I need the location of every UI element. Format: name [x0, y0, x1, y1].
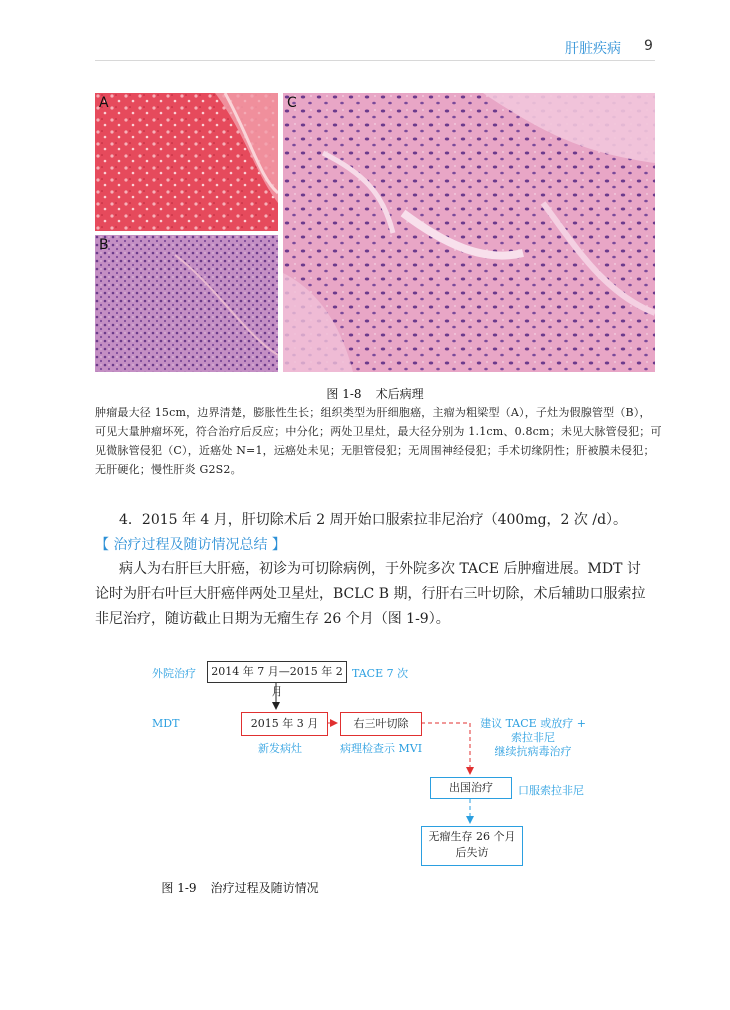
summary-line: 非尼治疗，随访截止日期为无瘤生存 26 个月（图 1-9）。: [95, 611, 450, 627]
box-right-trisection: 右三叶切除: [340, 712, 422, 736]
suggestion-line: 索拉非尼: [511, 731, 555, 744]
description-line: 肿瘤最大径 15cm，边界清楚，膨胀性生长；组织类型为肝细胞癌，主瘤为粗梁型（A），子灶为假腺管型（B），: [95, 406, 651, 419]
survival-line: 无瘤生存 26 个月: [428, 830, 516, 843]
note-mvi: 病理检查示 MVI: [340, 742, 423, 755]
description-line: 可见大量肿瘤坏死，符合治疗后反应；中分化；两处卫星灶，最大径分别为 1.1cm、0.8cm；未见大脉管侵犯；可: [95, 425, 662, 438]
label-outside-treatment: 外院治疗: [152, 667, 196, 680]
box-2015-3: 2015 年 3 月: [241, 712, 328, 736]
label-tace-7: TACE 7 次: [352, 667, 409, 680]
figure-1-8-number: 图 1-8: [326, 387, 362, 401]
figure-1-9-title: 治疗过程及随访情况: [210, 881, 319, 895]
panel-label-a: A: [99, 95, 109, 111]
description-line: 见微脉管侵犯（C），近癌处 N=1，远癌处未见；无胆管侵犯；无周围神经侵犯；手术切缘阴性；肝被膜未侵犯；: [95, 444, 655, 457]
note-new-lesion: 新发病灶: [258, 742, 302, 755]
summary-line: 病人为右肝巨大肝癌，初诊为可切除病例，于外院多次 TACE 后肿瘤进展。MDT 讨: [119, 561, 641, 577]
figure-1-9-number: 图 1-9: [161, 881, 197, 895]
panel-label-b: B: [99, 237, 109, 253]
figure-1-8-title: 术后病理: [375, 387, 424, 401]
suggestion-line: 继续抗病毒治疗: [494, 745, 572, 758]
dashed-arrow-to-overseas: [421, 723, 470, 773]
box-overseas-treatment: 出国治疗: [430, 777, 512, 799]
suggestion-line: 建议 TACE 或放疗 +: [480, 717, 586, 730]
box-2014-2015: 2014 年 7 月—2015 年 2 月: [207, 661, 347, 683]
running-header-title: 肝脏疾病: [565, 41, 621, 57]
summary-line: 论时为肝右叶巨大肝癌伴两处卫星灶，BCLC B 期，行肝右三叶切除，术后辅助口服索拉: [95, 586, 646, 602]
label-mdt: MDT: [152, 717, 180, 730]
paragraph-4: 4．2015 年 4 月，肝切除术后 2 周开始口服索拉非尼治疗（400mg，2 次 /d）。: [119, 512, 628, 528]
section-heading: 【 治疗过程及随访情况总结 】: [95, 537, 286, 553]
panel-label-c: C: [287, 95, 297, 111]
label-oral-sorafenib: 口服索拉非尼: [518, 784, 584, 797]
survival-line: 后失访: [455, 846, 489, 859]
page-number: 9: [644, 38, 653, 54]
description-line: 无肝硬化；慢性肝炎 G2S2。: [95, 463, 242, 476]
figure-1-9-caption: [95, 879, 385, 896]
